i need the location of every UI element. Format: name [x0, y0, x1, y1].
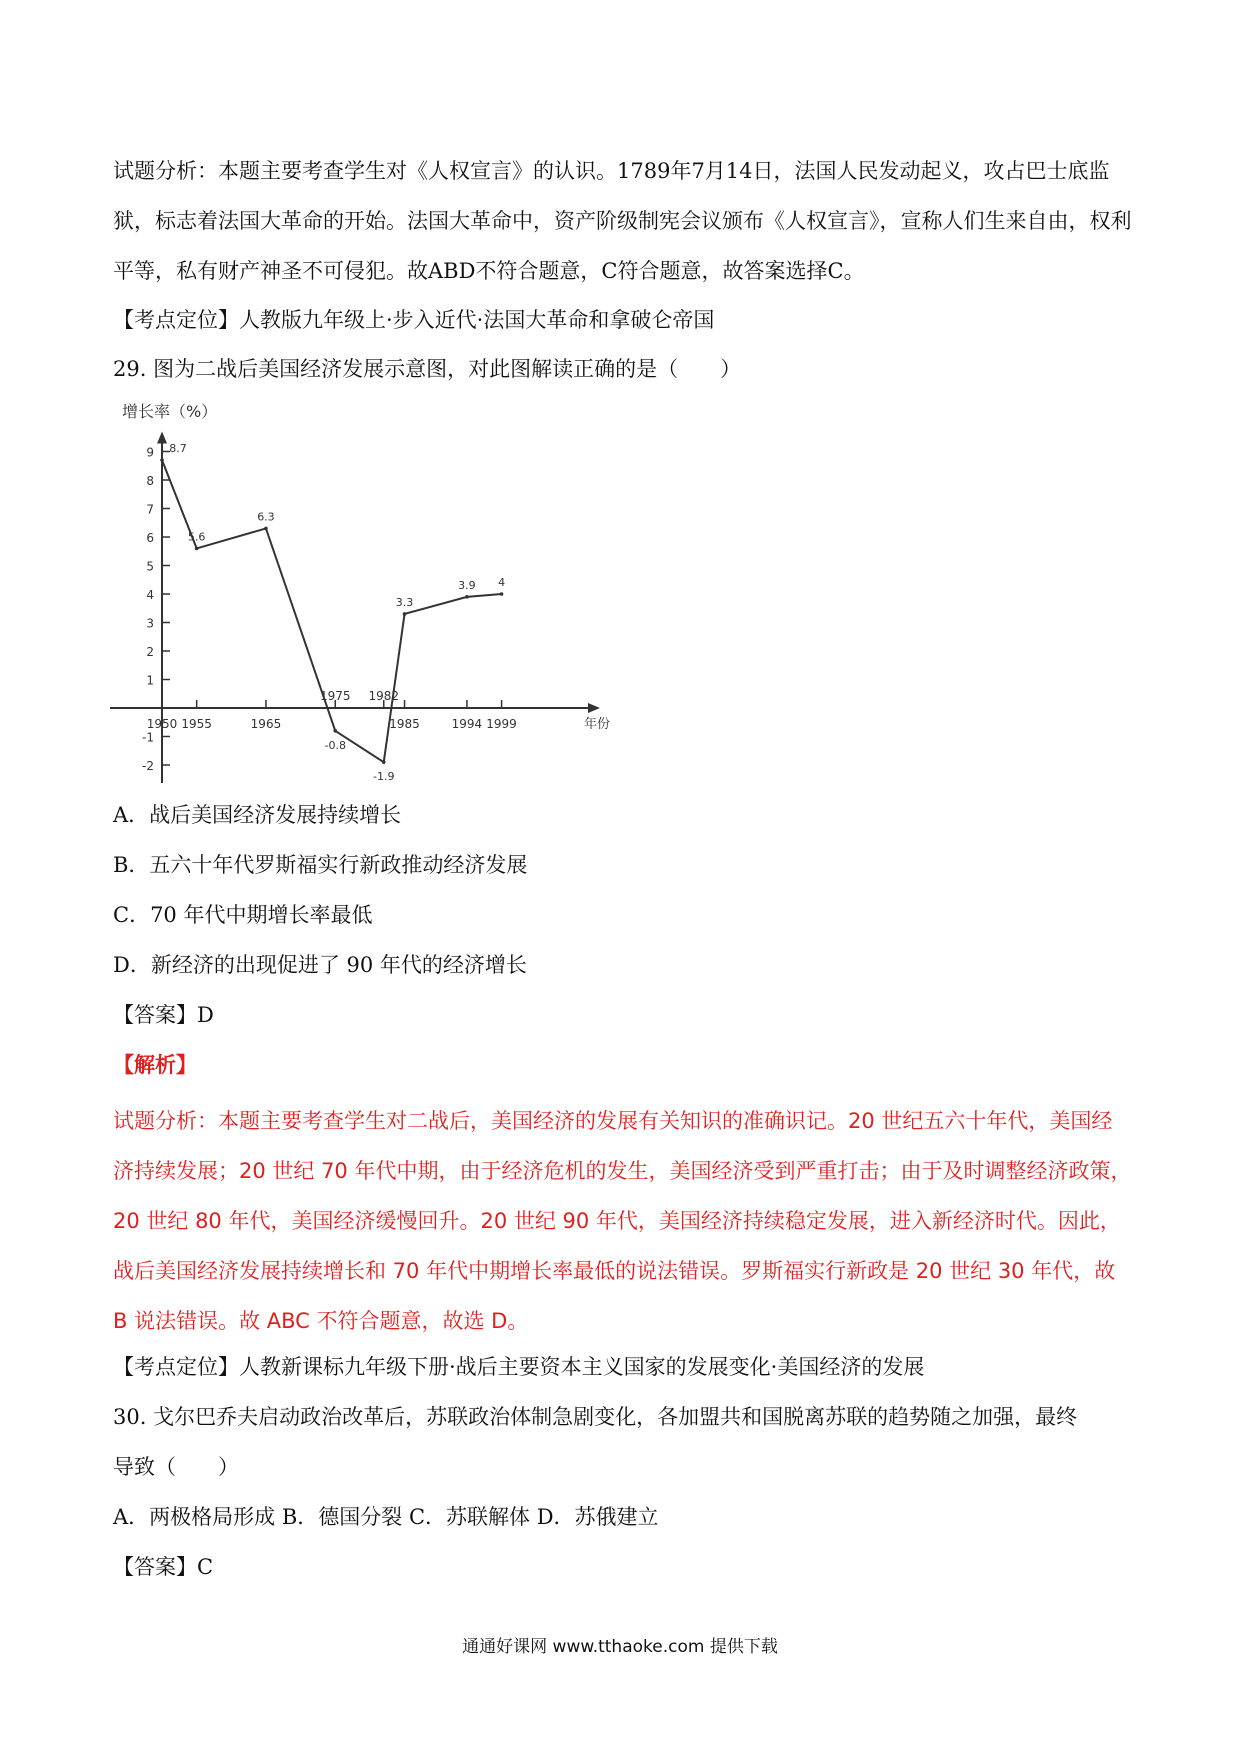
y-tick-label: 6 [146, 531, 154, 545]
data-point [264, 527, 268, 531]
data-value-label: 3.9 [458, 578, 476, 592]
y-tick-label: 9 [146, 445, 154, 460]
data-value-label: 5.6 [187, 530, 206, 544]
y-axis-label: 增长率（%） [122, 402, 218, 421]
y-axis-arrow [157, 432, 167, 444]
x-tick-label: 1965 [250, 717, 282, 731]
q30-answer: 【答案】C [113, 1555, 214, 1579]
q29-answer: 【答案】D [113, 1003, 214, 1027]
prev-kaodian: 【考点定位】人教版九年级上·步入近代·法国大革命和拿破仑帝国 [113, 308, 715, 332]
data-point [333, 729, 337, 733]
data-point [465, 595, 469, 599]
data-value-label: 6.3 [257, 510, 275, 524]
q29-jiexi-title: 【解析】 [113, 1053, 197, 1077]
x-axis-arrow [588, 703, 600, 713]
y-tick-label: 8 [146, 474, 154, 488]
data-value-label: -1.9 [373, 770, 395, 784]
q30-stem-line1: 30. 戈尔巴乔夫启动政治改革后，苏联政治体制急剧变化，各加盟共和国脱离苏联的趋势随之加强，最终 [113, 1405, 1078, 1429]
data-point [195, 547, 199, 551]
y-tick-label: 4 [146, 588, 154, 602]
prev-analysis: 试题分析：本题主要考查学生对《人权宣言》的认识。1789年7月14日，法国人民发动起义，攻占巴士底监狱，标志着法国大革命的开始。法国大革命中，资产阶级制宪会议颁布《人权宣言》，宣称人们生来自由，权利平等，私有财产神圣不可侵犯。故ABD不符合题意，C符合题意，故答案选择C。 [113, 159, 1132, 283]
data-point [500, 592, 504, 596]
q29-option-b: B．五六十年代罗斯福实行新政推动经济发展 [113, 853, 528, 877]
x-tick-label: 1985 [389, 717, 420, 731]
x-tick-label: 1950 [146, 717, 178, 731]
y-tick-label: -1 [142, 730, 154, 745]
data-point [403, 612, 407, 616]
q29-kaodian: 【考点定位】人教新课标九年级下册·战后主要资本主义国家的发展变化·美国经济的发展 [113, 1355, 925, 1379]
y-tick-label: 2 [146, 645, 154, 659]
y-tick-label: 3 [146, 616, 154, 631]
q29-stem: 29. 图为二战后美国经济发展示意图，对此图解读正确的是（ ） [113, 357, 742, 381]
footer-text: 通通好课网 www.tthaoke.com 提供下载 [462, 1637, 778, 1657]
data-value-label: 4 [498, 576, 506, 589]
y-tick-label: 7 [146, 502, 154, 517]
q30-stem-line2: 导致（ ） [113, 1455, 239, 1479]
x-axis-label: 年份 [584, 717, 610, 732]
data-value-label: -0.8 [324, 738, 346, 752]
y-tick-label: 5 [146, 559, 154, 574]
q29-option-c: C．70 年代中期增长率最低 [113, 903, 373, 927]
data-value-label: 8.7 [169, 442, 187, 456]
x-tick-label: 1994 [451, 717, 483, 731]
q29-option-d: D．新经济的出现促进了 90 年代的经济增长 [113, 953, 527, 977]
y-tick-label: 1 [146, 673, 154, 688]
x-tick-label: 1955 [181, 717, 212, 731]
q30-options: A．两极格局形成 B．德国分裂 C．苏联解体 D．苏俄建立 [113, 1505, 659, 1529]
y-tick-label: -2 [142, 759, 154, 773]
growth-rate-chart [110, 395, 610, 785]
x-tick-label: 1982 [368, 689, 400, 703]
x-tick-label: 1975 [319, 689, 351, 703]
q29-analysis: 试题分析：本题主要考查学生对二战后，美国经济的发展有关知识的准确识记。20 世纪五六十年代，美国经济持续发展；20 世纪 70 年代中期，由于经济危机的发生，美国经济受到严重打击；由于及时调整经济政策，20 世纪 80 年代，美国经济缓慢回升。20 世纪 90 年代，美国经济持续稳定发展，进入新经济时代。因此，战后美国经济发展持续增长和 70 年代中期增长率最低的说法错误。罗斯福实行新政是 20 世纪 30 年代，故 B 说法错误。故 ABC 不符合题意，故选 D。 [113, 1109, 1132, 1333]
data-value-label: 3.3 [395, 595, 414, 609]
q29-option-a: A．战后美国经济发展持续增长 [113, 803, 402, 827]
growth-rate-line [162, 460, 502, 762]
data-point [382, 760, 386, 764]
x-tick-label: 1999 [486, 717, 517, 731]
data-point [160, 458, 164, 462]
